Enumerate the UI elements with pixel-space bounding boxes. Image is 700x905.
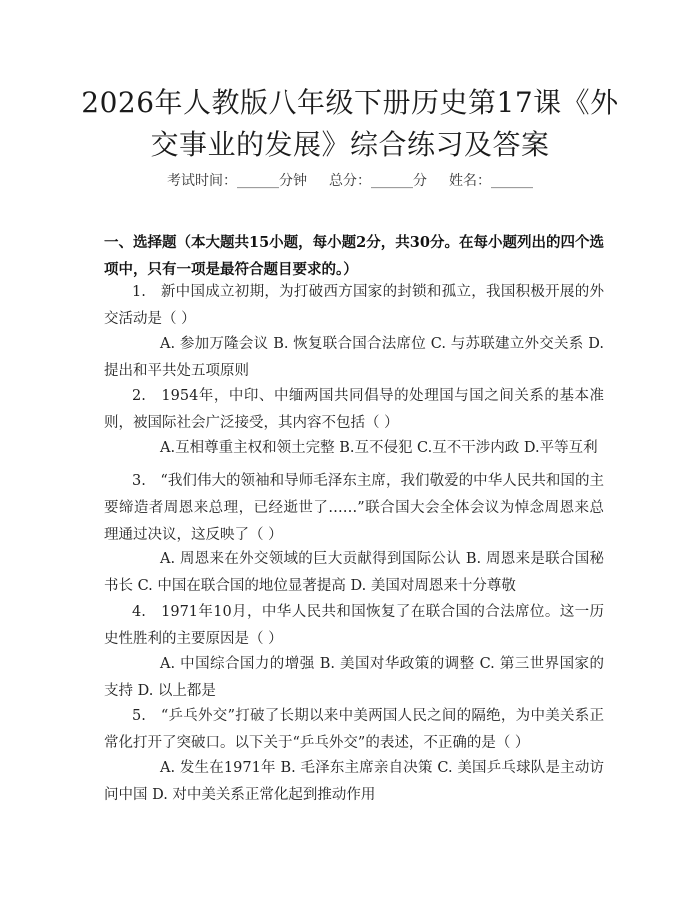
question-4-stem: 4. 1971年10月，中华人民共和国恢复了在联合国的合法席位。这一历史性胜利的主要原因是（ ） xyxy=(104,604,604,647)
exam-meta-line xyxy=(0,170,700,190)
student-name-field: 姓名：______ xyxy=(449,173,533,189)
exam-time-field: 考试时间：______分钟 xyxy=(167,173,307,189)
total-score-field: 总分：______分 xyxy=(329,173,427,189)
question-1-options: A. 参加万隆会议 B. 恢复联合国合法席位 C. 与苏联建立外交关系 D. 提出和平共处五项原则 xyxy=(104,336,604,379)
question-2-options: A.互相尊重主权和领土完整 B.互不侵犯 C.互不干涉内政 D.平等互利 xyxy=(160,440,598,456)
question-3-options: A. 周恩来在外交领域的巨大贡献得到国际公认 B. 周恩来是联合国秘书长 C. 中国在联合国的地位显著提高 D. 美国对周恩来十分尊敬 xyxy=(104,551,604,594)
question-1-stem: 1. 新中国成立初期，为打破西方国家的封锁和孤立，我国积极开展的外交活动是（ ） xyxy=(104,284,604,327)
question-3-stem: 3. “我们伟大的领袖和导师毛泽东主席，我们敬爱的中华人民共和国的主要缔造者周恩来总理，已经逝世了……”联合国大会全体会议为悼念周恩来总理通过决议，这反映了（ ） xyxy=(104,473,604,543)
question-4-options: A. 中国综合国力的增强 B. 美国对华政策的调整 C. 第三世界国家的支持 D. 以上都是 xyxy=(104,656,604,699)
question-5-options: A. 发生在1971年 B. 毛泽东主席亲自决策 C. 美国乒乓球队是主动访问中国 D. 对中美关系正常化起到推动作用 xyxy=(104,760,604,803)
question-5-stem: 5. “乒乓外交”打破了长期以来中美两国人民之间的隔绝，为中美关系正常化打开了突破口。以下关于“乒乓外交”的表述，不正确的是（ ） xyxy=(104,708,604,751)
question-2-stem: 2. 1954年，中印、中缅两国共同倡导的处理国与国之间关系的基本准则，被国际社会广泛接受，其内容不包括（ ） xyxy=(104,388,604,431)
section-heading-multiple-choice: 一、选择题（本大题共15小题，每小题2分，共30分。在每小题列出的四个选项中，只有一项是最符合题目要求的。） xyxy=(104,234,604,278)
document-title: 2026年人教版八年级下册历史第17课《外交事业的发展》综合练习及答案 xyxy=(81,86,619,161)
